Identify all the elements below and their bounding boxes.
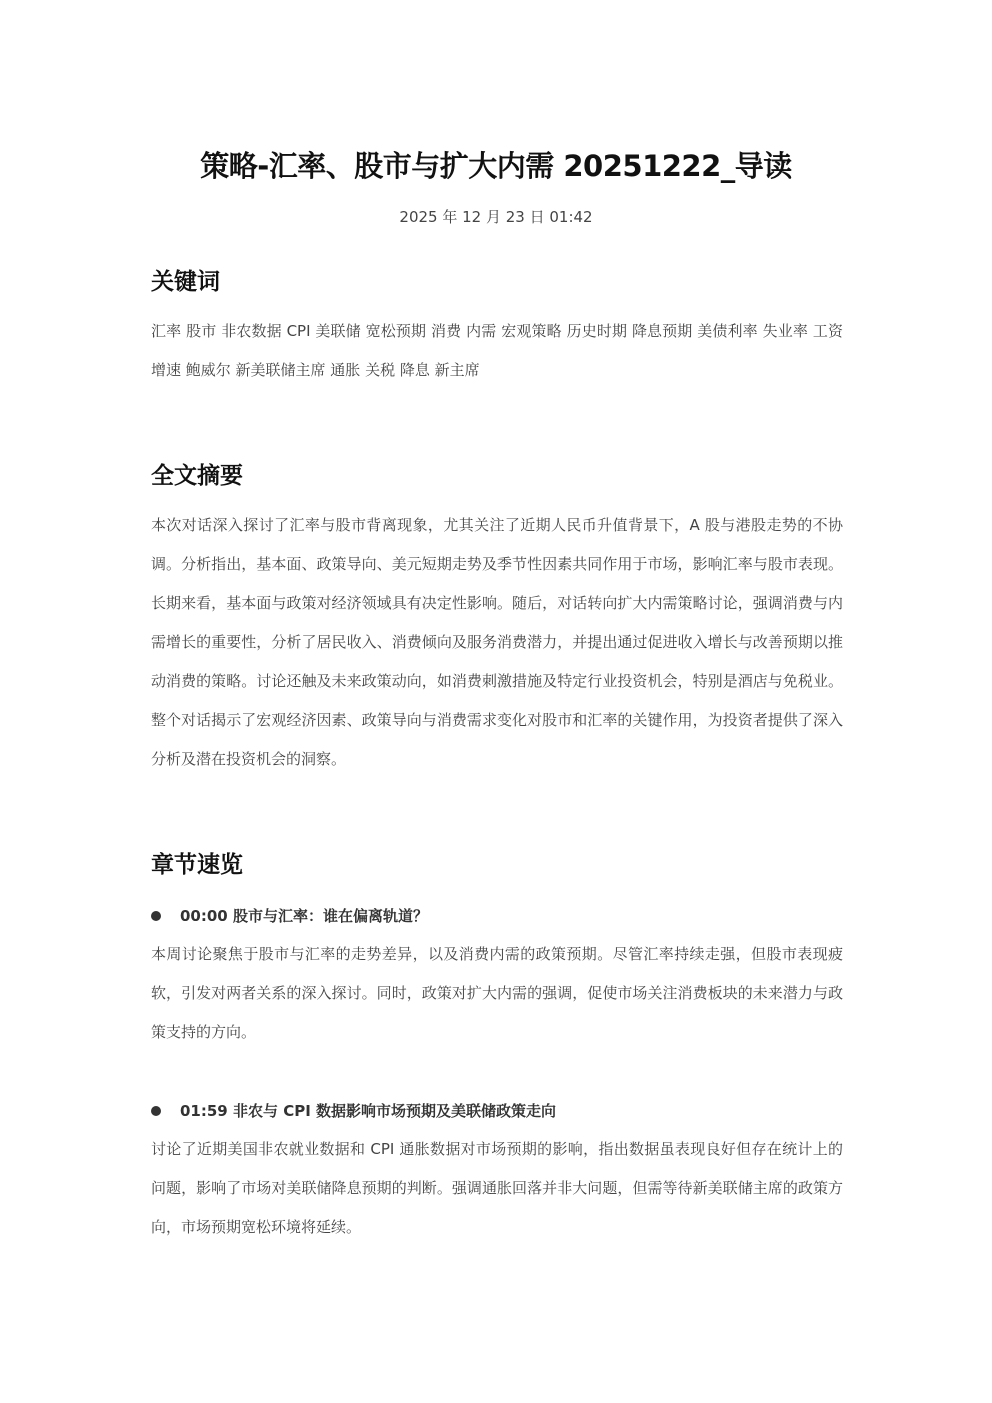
keywords-heading: 关键词: [151, 269, 220, 295]
summary-heading: 全文摘要: [151, 463, 243, 489]
summary-text: 本次对话深入探讨了汇率与股市背离现象，尤其关注了近期人民币升值背景下，A 股与港股走势的不协调。分析指出，基本面、政策导向、美元短期走势及季节性因素共同作用于市场，影响汇率与股市表现。长期来看，基本面与政策对经济领域具有决定性影响。随后，对话转向扩大内需策略讨论，强调消费与内需增长的重要性，分析了居民收入、消费倾向及服务消费潜力，并提出通过促进收入增长与改善预期以推动消费的策略。讨论还触及未来政策动向，如消费刺激措施及特定行业投资机会，特别是酒店与免税业。整个对话揭示了宏观经济因素、政策导向与消费需求变化对股市和汇率的关键作用，为投资者提供了深入分析及潜在投资机会的洞察。: [151, 516, 843, 768]
chapters-heading: 章节速览: [151, 852, 243, 878]
bullet-icon: [151, 911, 161, 921]
document-date: 2025 年 12 月 23 日 01:42: [399, 208, 593, 226]
bullet-icon: [151, 1106, 161, 1116]
chapter-text: 本周讨论聚焦于股市与汇率的走势差异，以及消费内需的政策预期。尽管汇率持续走强，但股市表现疲软，引发对两者关系的深入探讨。同时，政策对扩大内需的强调，促使市场关注消费板块的未来潜力与政策支持的方向。: [151, 945, 843, 1041]
chapter-title: 01:59 非农与 CPI 数据影响市场预期及美联储政策走向: [180, 1102, 556, 1120]
chapter-title: 00:00 股市与汇率：谁在偏离轨道？: [180, 907, 428, 925]
chapter-text: 讨论了近期美国非农就业数据和 CPI 通胀数据对市场预期的影响，指出数据虽表现良好但存在统计上的问题，影响了市场对美联储降息预期的判断。强调通胀回落并非大问题，但需等待新美联储主席的政策方向，市场预期宽松环境将延续。: [151, 1140, 843, 1236]
chapter-item-title: [151, 903, 843, 929]
document-title: 策略-汇率、股市与扩大内需 20251222_导读: [200, 149, 792, 183]
keywords-text: 汇率 股市 非农数据 CPI 美联储 宽松预期 消费 内需 宏观策略 历史时期 降息预期 美债利率 失业率 工资增速 鲍威尔 新美联储主席 通胀 关税 降息 新主席: [151, 322, 843, 379]
chapter-item-title: [151, 1098, 843, 1124]
